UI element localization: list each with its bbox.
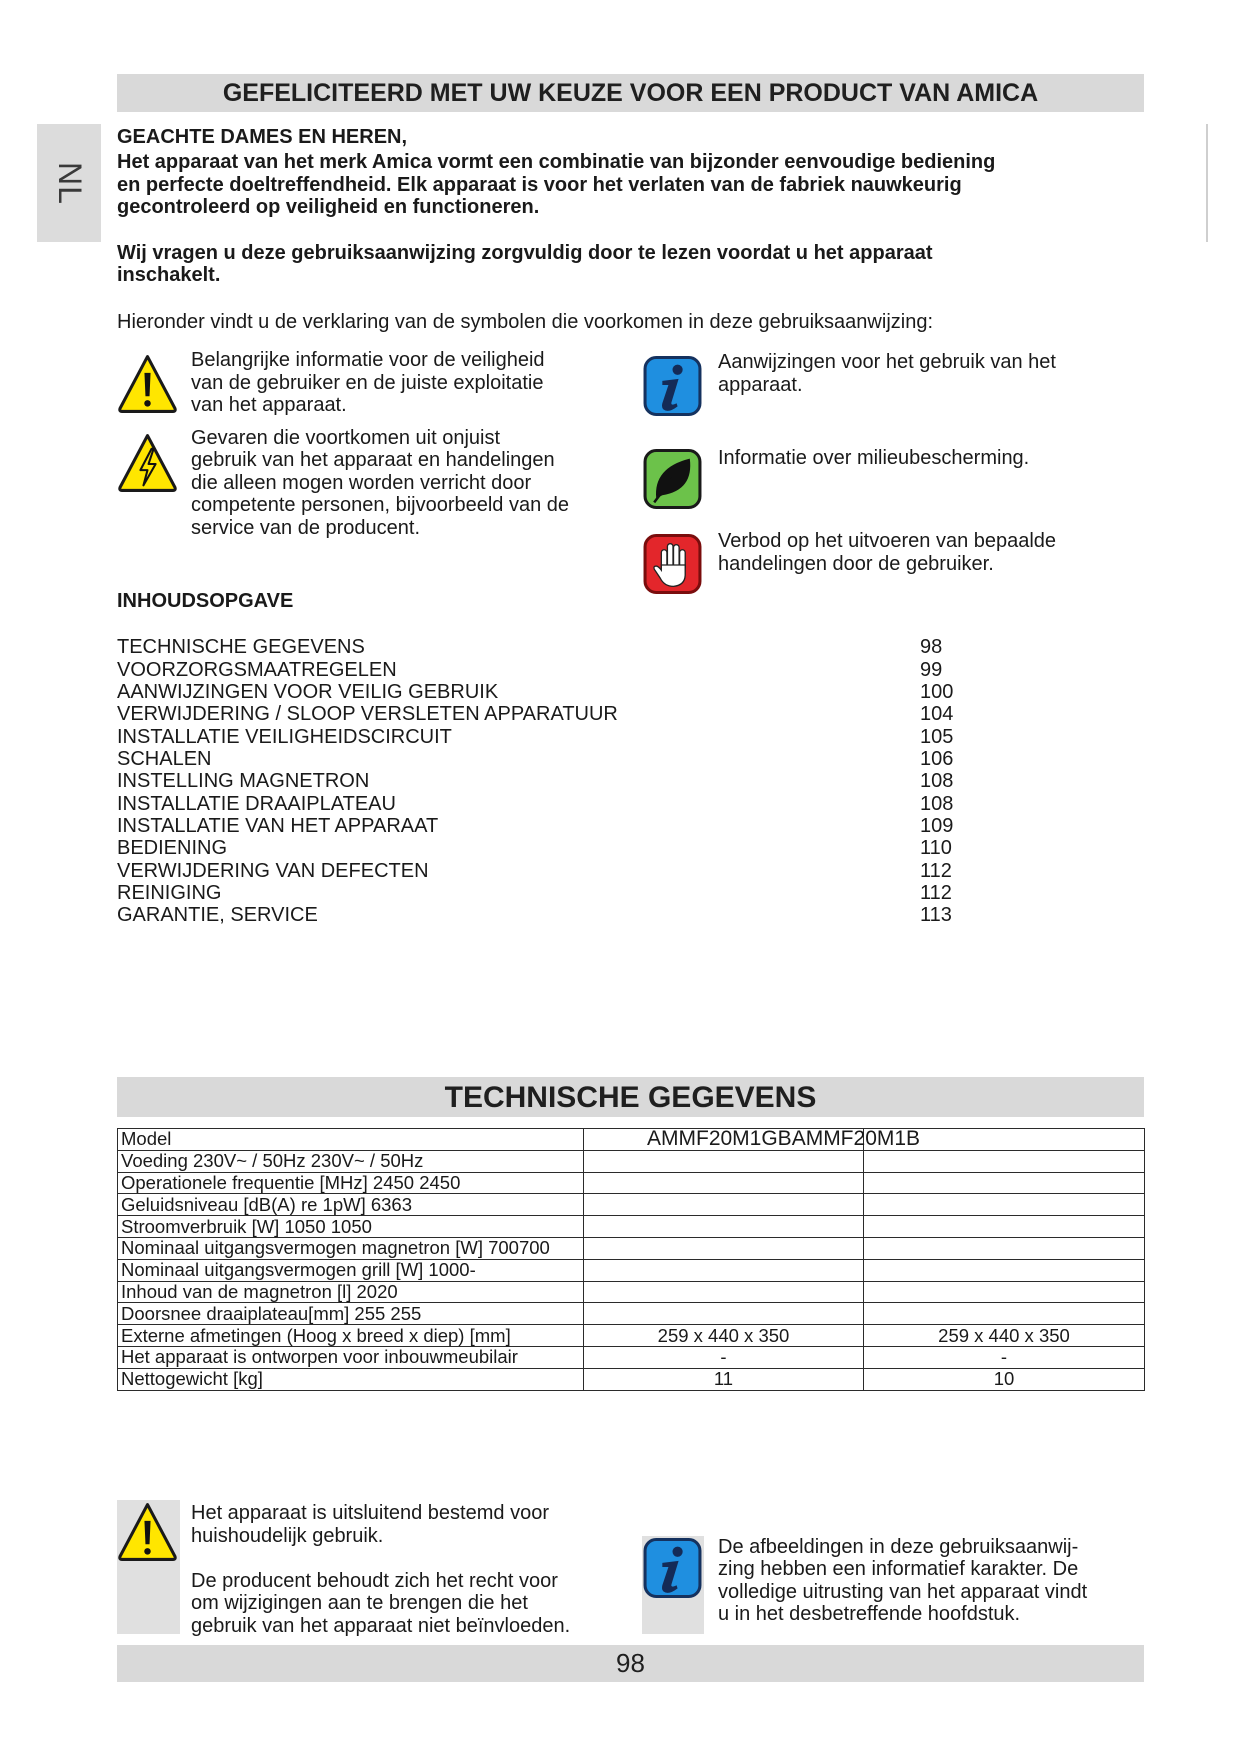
toc-item-label: VERWIJDERING VAN DEFECTEN [117,860,429,882]
read-manual-line: Wij vragen u deze gebruiksaanwijzing zorgvuldig door te lezen voordat u het apparaat [117,242,933,264]
table-row [118,1216,1145,1238]
symbol-description-line: van de gebruiker en de juiste exploitatie [191,372,544,394]
toc-item-label: BEDIENING [117,837,228,859]
note-line: Het apparaat is uitsluitend bestemd voor [191,1502,549,1524]
header-bar [117,74,1144,112]
table-cell [584,1281,864,1303]
info-icon [642,354,703,418]
footer-bar [117,1645,1144,1682]
toc-item-label: AANWIJZINGEN VOOR VEILIG GEBRUIK [117,681,499,703]
note-line: gebruik van het apparaat niet beïnvloeden. [191,1615,571,1637]
electric-hazard-icon [117,431,178,495]
table-cell [864,1216,1145,1238]
intro-paragraph-line: en perfecte doeltreffendheid. Elk apparaat is voor het verlaten van de fabriek nauwkeurig [117,174,962,196]
toc-item-label: INSTALLATIE VEILIGHEIDSCIRCUIT [117,726,452,748]
table-row [118,1259,1145,1281]
spec-value: 259 x 440 x 350 [584,1325,864,1347]
table-row [118,1281,1145,1303]
toc-item-page: 99 [920,659,943,681]
spec-label: Stroomverbruik [W] 1050 1050 [118,1216,584,1238]
table-row [118,1237,1145,1259]
tech-section-title: TECHNISCHE GEGEVENS [444,1081,817,1114]
warning-icon [117,352,178,416]
toc-item-page: 108 [920,793,954,815]
model-value: AMMF20M1GBAMMF20M1B [584,1129,864,1151]
note-line: volledige uitrusting van het apparaat vindt [718,1581,1088,1603]
read-manual-line: inschakelt. [117,264,221,286]
toc-item-page: 105 [920,726,954,748]
table-row [118,1172,1145,1194]
symbol-description-line: die alleen mogen worden verricht door [191,472,532,494]
spec-label: Nominaal uitgangsvermogen grill [W] 1000- [118,1259,584,1281]
page-title: GEFELICITEERD MET UW KEUZE VOOR EEN PRODUCT VAN AMICA [222,79,1039,107]
note-line: zing hebben een informatief karakter. De [718,1558,1079,1580]
note-line: De afbeeldingen in deze gebruiksaanwij- [718,1536,1079,1558]
table-cell [864,1150,1145,1172]
toc-item-page: 98 [920,636,943,658]
table-row [118,1346,1145,1368]
toc-item-label: INSTELLING MAGNETRON [117,770,370,792]
table-row [118,1150,1145,1172]
language-tab [37,124,101,242]
table-cell [864,1281,1145,1303]
symbol-description-line: service van de producent. [191,517,421,539]
spec-label: Nettogewicht [kg] [118,1368,584,1390]
spec-label: Geluidsniveau [dB(A) re 1pW] 6363 [118,1194,584,1216]
table-cell [584,1150,864,1172]
note-line: huishoudelijk gebruik. [191,1525,384,1547]
table-cell [584,1216,864,1238]
info-icon [642,1536,703,1600]
spec-label: Externe afmetingen (Hoog x breed x diep) [mm] [118,1325,584,1347]
table-cell [584,1237,864,1259]
warning-icon [117,1500,178,1564]
edge-divider [1206,124,1208,242]
toc-title: INHOUDSOPGAVE [117,590,294,612]
symbol-description-line: van het apparaat. [191,394,347,416]
note-line: De producent behoudt zich het recht voor [191,1570,558,1592]
spec-value: 10 [864,1368,1145,1390]
stop-hand-icon [642,532,703,596]
greeting: GEACHTE DAMES EN HEREN, [117,126,408,148]
leaf-icon [642,447,703,511]
spec-label: Nominaal uitgangsvermogen magnetron [W] 700700 [118,1237,584,1259]
note-line: u in het desbetreffende hoofdstuk. [718,1603,1021,1625]
note-line: om wijzigingen aan te brengen die het [191,1592,528,1614]
table-row [118,1129,1145,1151]
table-cell [864,1259,1145,1281]
spec-label: Model [118,1129,584,1151]
toc-item-page: 110 [920,837,952,859]
spec-value: 11 [584,1368,864,1390]
symbol-description-line: Belangrijke informatie voor de veiligheid [191,349,545,371]
spec-label: Het apparaat is ontworpen voor inbouwmeubilair [118,1346,584,1368]
symbol-description-line: apparaat. [718,374,803,396]
tech-section-bar [117,1077,1144,1117]
symbol-description-line: Aanwijzingen voor het gebruik van het [718,351,1056,373]
toc-item-label: VOORZORGSMAATREGELEN [117,659,397,681]
symbol-description-line: competente personen, bijvoorbeeld van de [191,494,570,516]
symbol-description-line: handelingen door de gebruiker. [718,553,994,575]
symbols-intro: Hieronder vindt u de verklaring van de symbolen die voorkomen in deze gebruiksaanwijzing: [117,311,934,333]
table-row [118,1325,1145,1347]
table-cell [584,1172,864,1194]
toc-item-label: GARANTIE, SERVICE [117,904,318,926]
intro-paragraph-line: gecontroleerd op veiligheid en functioneren. [117,196,540,218]
spec-label: Voeding 230V~ / 50Hz 230V~ / 50Hz [118,1150,584,1172]
tech-specs-table [117,1128,1145,1391]
table-cell [864,1194,1145,1216]
toc-item-page: 112 [920,860,952,882]
spec-label: Inhoud van de magnetron [l] 2020 [118,1281,584,1303]
table-row [118,1194,1145,1216]
toc-item-page: 106 [920,748,954,770]
spec-value: - [864,1346,1145,1368]
toc-item-page: 109 [920,815,954,837]
symbol-description-line: Gevaren die voortkomen uit onjuist [191,427,501,449]
toc-item-label: SCHALEN [117,748,212,770]
page-number: 98 [616,1648,645,1678]
toc-item-label: TECHNISCHE GEGEVENS [117,636,365,658]
spec-value: 259 x 440 x 350 [864,1325,1145,1347]
intro-paragraph-line: Het apparaat van het merk Amica vormt een combinatie van bijzonder eenvoudige bediening [117,151,996,173]
toc-item-page: 108 [920,770,954,792]
toc-item-label: INSTALLATIE DRAAIPLATEAU [117,793,396,815]
table-cell [584,1303,864,1325]
toc-item-label: REINIGING [117,882,222,904]
toc-item-page: 112 [920,882,952,904]
spec-label: Operationele frequentie [MHz] 2450 2450 [118,1172,584,1194]
table-cell [584,1259,864,1281]
table-cell [864,1237,1145,1259]
symbol-description-line: gebruik van het apparaat en handelingen [191,449,555,471]
spec-label: Doorsnee draaiplateau[mm] 255 255 [118,1303,584,1325]
toc-item-label: INSTALLATIE VAN HET APPARAAT [117,815,439,837]
table-row [118,1303,1145,1325]
toc-item-page: 113 [920,904,952,926]
symbol-description-line: Informatie over milieubescherming. [718,447,1030,469]
language-tab-label: NL [51,161,88,205]
symbol-description-line: Verbod op het uitvoeren van bepaalde [718,530,1057,552]
table-row [118,1368,1145,1390]
table-cell [864,1303,1145,1325]
table-cell [584,1194,864,1216]
table-cell [864,1172,1145,1194]
toc-item-page: 104 [920,703,954,725]
spec-value: - [584,1346,864,1368]
toc-item-page: 100 [920,681,954,703]
toc-item-label: VERWIJDERING / SLOOP VERSLETEN APPARATUUR [117,703,618,725]
